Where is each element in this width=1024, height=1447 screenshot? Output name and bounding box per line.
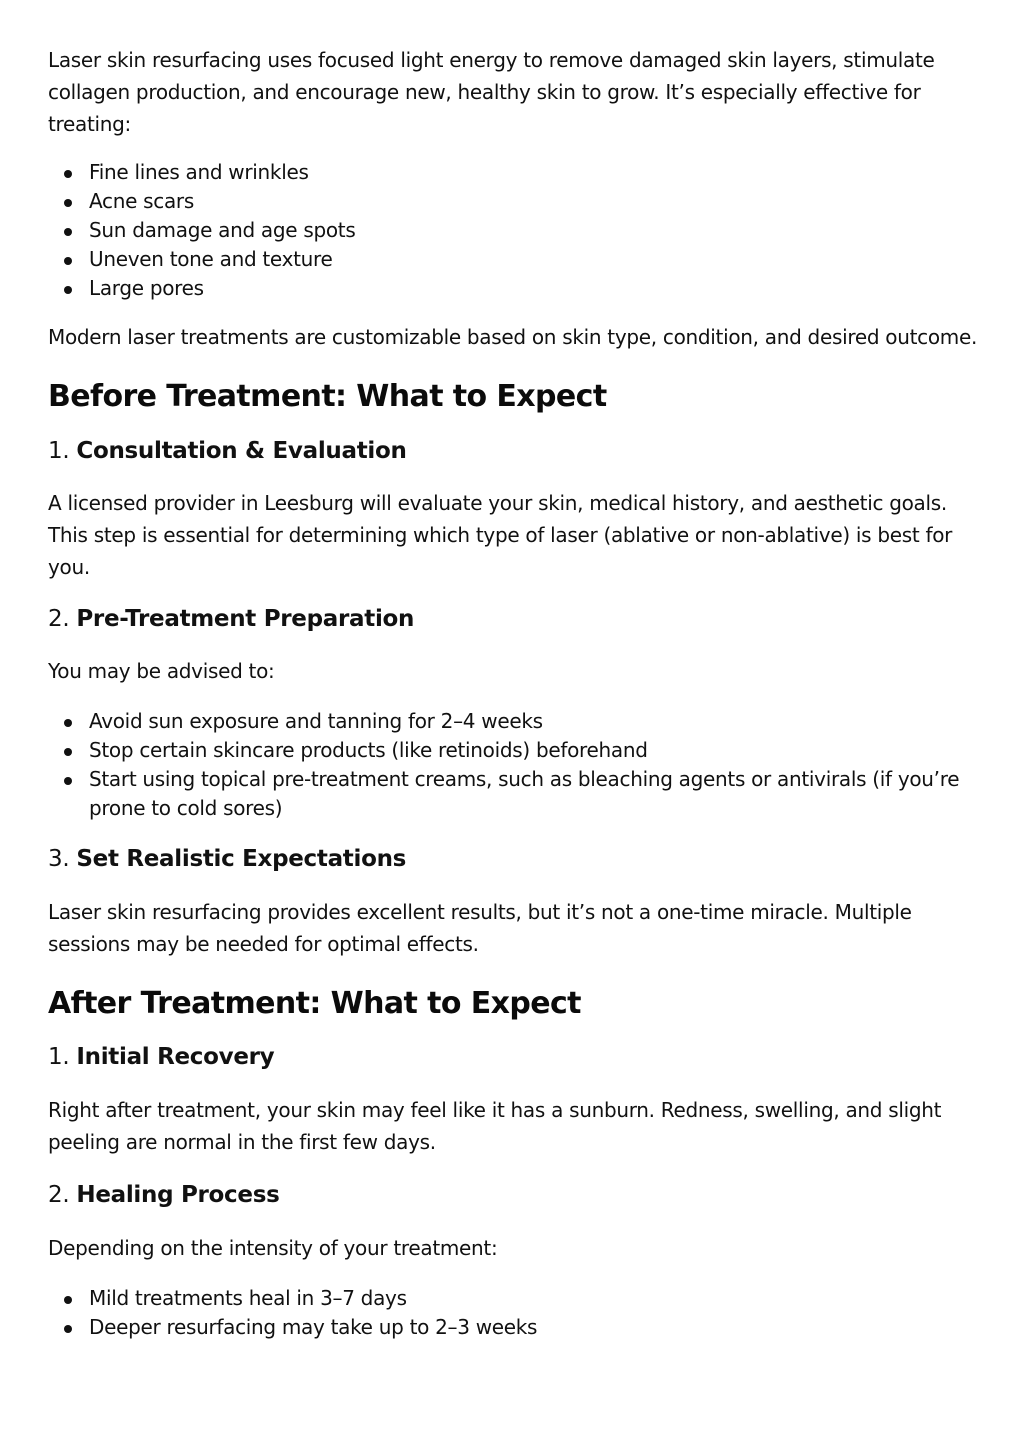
step-number: 1. xyxy=(48,1044,70,1070)
step-title: Healing Process xyxy=(76,1182,280,1208)
intro-paragraph: Laser skin resurfacing uses focused light energy to remove damaged skin layers, stimulate collagen production, and encourage new, healthy skin to grow. It’s especially effective for treating: xyxy=(48,48,935,136)
step-paragraph: Laser skin resurfacing provides excellent results, but it’s not a one-time miracle. Multiple sessions may be needed for optimal effects. xyxy=(48,900,912,956)
list-item: Fine lines and wrinkles xyxy=(48,158,978,187)
intro-note: Modern laser treatments are customizable based on skin type, condition, and desired outcome. xyxy=(48,325,978,349)
list-item: Large pores xyxy=(48,274,978,303)
step-number: 3. xyxy=(48,846,70,872)
step-paragraph: A licensed provider in Leesburg will evaluate your skin, medical history, and aesthetic goals. This step is essential for determining which type of laser (ablative or non-ablative) is best for you. xyxy=(48,491,953,579)
step-paragraph: Right after treatment, your skin may feel like it has a sunburn. Redness, swelling, and slight peeling are normal in the first few days. xyxy=(48,1098,942,1154)
after-treatment-heading: After Treatment: What to Expect xyxy=(48,986,581,1021)
step-paragraph: You may be advised to: xyxy=(48,659,275,683)
list-item: Deeper resurfacing may take up to 2–3 weeks xyxy=(48,1313,978,1342)
step-title: Initial Recovery xyxy=(76,1044,275,1070)
after-step-healing-process xyxy=(48,1179,978,1211)
step-number: 2. xyxy=(48,606,70,632)
step-number: 1. xyxy=(48,438,70,464)
step-title: Set Realistic Expectations xyxy=(76,846,407,872)
step-title: Consultation & Evaluation xyxy=(76,438,407,464)
before-treatment-heading: Before Treatment: What to Expect xyxy=(48,379,607,414)
list-item: Mild treatments heal in 3–7 days xyxy=(48,1284,978,1313)
step-paragraph: Depending on the intensity of your treatment: xyxy=(48,1236,498,1260)
list-item: Stop certain skincare products (like retinoids) beforehand xyxy=(48,736,978,765)
preparation-list xyxy=(48,707,978,823)
list-item: Start using topical pre-treatment creams, such as bleaching agents or antivirals (if you’re prone to cold sores) xyxy=(48,765,978,823)
treatable-conditions-list xyxy=(48,158,978,303)
before-step-expectations xyxy=(48,843,978,875)
step-title: Pre-Treatment Preparation xyxy=(76,606,415,632)
before-step-preparation xyxy=(48,603,978,635)
list-item: Uneven tone and texture xyxy=(48,245,978,274)
list-item: Acne scars xyxy=(48,187,978,216)
article-body xyxy=(48,44,978,1342)
before-step-consultation xyxy=(48,435,978,467)
list-item: Sun damage and age spots xyxy=(48,216,978,245)
step-number: 2. xyxy=(48,1182,70,1208)
list-item: Avoid sun exposure and tanning for 2–4 weeks xyxy=(48,707,978,736)
after-step-initial-recovery xyxy=(48,1041,978,1073)
healing-timeline-list xyxy=(48,1284,978,1342)
